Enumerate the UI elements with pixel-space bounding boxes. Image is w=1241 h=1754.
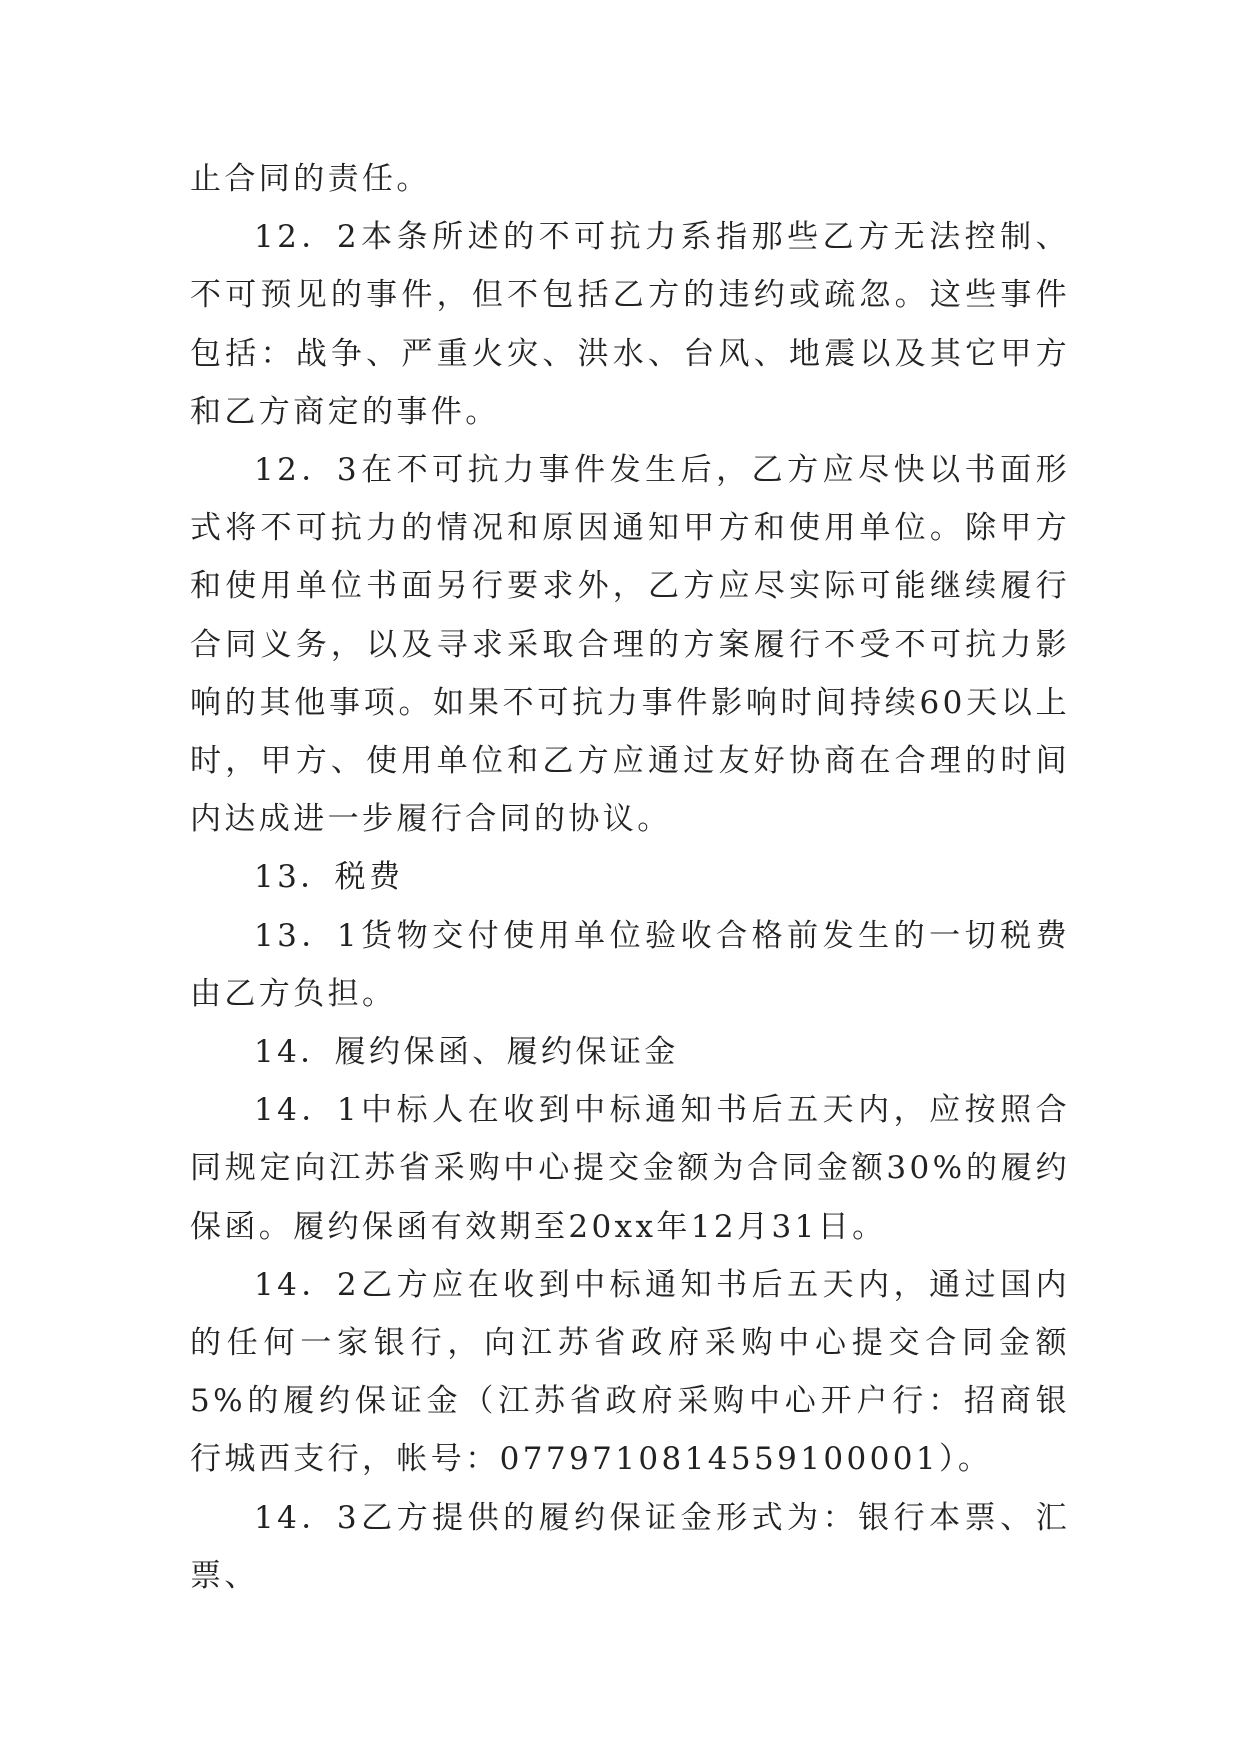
paragraph-14-1: 14．1中标人在收到中标通知书后五天内，应按照合同规定向江苏省采购中心提交金额为合同金额30%的履约保函。履约保函有效期至20xx年12月31日。	[190, 1092, 1070, 1245]
document-body	[190, 150, 1070, 1605]
paragraph-13-1: 13．1货物交付使用单位验收合格前发生的一切税费由乙方负担。	[190, 917, 1070, 1012]
paragraph-continuation: 止合同的责任。	[190, 161, 431, 197]
heading-13-taxes: 13．税费	[254, 859, 404, 896]
paragraph-14-2: 14．2乙方应在收到中标通知书后五天内，通过国内的任何一家银行，向江苏省政府采购中心提交合同金额5%的履约保证金（江苏省政府采购中心开户行：招商银行城西支行，帐号：0779710814559100001）。	[190, 1266, 1070, 1478]
paragraph-12-2: 12．2本条所述的不可抗力系指那些乙方无法控制、不可预见的事件，但不包括乙方的违约或疏忽。这些事件包括：战争、严重火灾、洪水、台风、地震以及其它甲方和乙方商定的事件。	[190, 219, 1070, 430]
heading-14-performance-guarantee: 14．履约保函、履约保证金	[254, 1034, 679, 1071]
paragraph-12-3: 12．3在不可抗力事件发生后，乙方应尽快以书面形式将不可抗力的情况和原因通知甲方和使用单位。除甲方和使用单位书面另行要求外，乙方应尽实际可能继续履行合同义务，以及寻求采取合理的方案履行不受不可抗力影响的其他事项。如果不可抗力事件影响时间持续60天以上时，甲方、使用单位和乙方应通过友好协商在合理的时间内达成进一步履行合同的协议。	[190, 452, 1070, 838]
paragraph-14-3: 14．3乙方提供的履约保证金形式为：银行本票、汇票、	[190, 1499, 1070, 1594]
